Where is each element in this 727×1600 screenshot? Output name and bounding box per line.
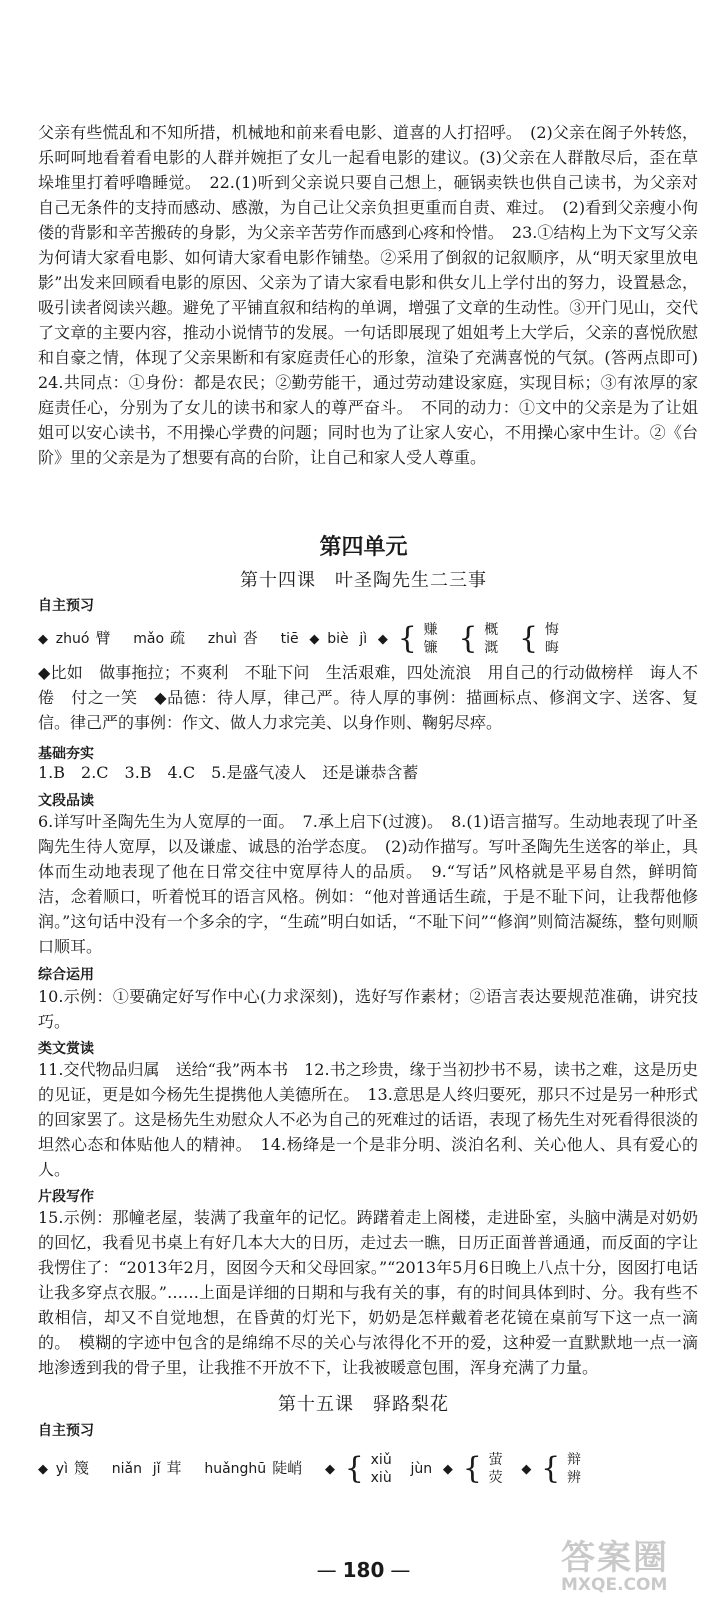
top-answers-text: 父亲有些慌乱和不知所措，机械地和前来看电影、道喜的人打招呼。 (2)父亲在阁子外转悠，乐呵呵地看着看电影的人群并婉拒了女儿一起看电影的建议。(3)父亲在人群散尽后，歪在草垛堆里打着呼噜睡觉。 22.(1)听到父亲说只要自己想上，砸锅卖铁也供自己读书，为父亲对自己无条件的支持而感动、感激，为自己让父亲负担更重而自责、难过。 (2)看到父亲瘦小佝偻的背影和辛苦搬砖的身影，为父亲辛苦劳作而感到心疼和怜惜。 23.①结构上为下文写父亲为何请大家看电影、如何请大家看电影作铺垫。②采用了倒叙的记叙顺序，从“明天家里放电影”出发来回顾看电影的原因、父亲为了请大家看电影和供女儿上学付出的努力，设置悬念，吸引读者阅读兴趣。避免了平铺直叙和结构的单调，增强了文章的生动性。③开门见山，交代了文章的主要内容，推动小说情节的发展。一句话即展现了姐姐考上大学后，父亲的喜悦欣慰和自豪之情，体现了父亲果断和有家庭责任心的形象，渲染了充满喜悦的气氛。(答两点即可) 24.共同点：①身份：都是农民；②勤劳能干，通过劳动建设家庭，实现目标；③有浓厚的家庭责任心，分别为了女儿的读书和家人的尊严奋斗。 不同的动力：①文中的父亲是为了让姐姐可以安心读书，不用操心学费的问题；同时也为了让家人安心，不用操心家中生计。②《台阶》里的父亲是为了想要有高的台阶，让自己和家人受人尊重。 <box>38 123 715 467</box>
page-number-value: 180 <box>342 1558 385 1582</box>
diamond-icon: ◆ <box>521 1462 532 1477</box>
similar-answers <box>38 1057 698 1185</box>
similar-text: 11.交代物品归属 送给“我”两本书 12.书之珍贵，缘于当初抄书不易，读书之难，这是历史的见证，更是如今杨先生提携他人美德所在。 13.意思是人终归要死，那只不过是另一种形式的回家罢了。这是杨先生劝慰众人不必为自己的死难过的话语，表现了杨先生对死看得很淡的坦然心态和体贴他人的精神。 14.杨绛是一个是非分明、淡泊名利、关心他人、具有爱心的人。 <box>38 1060 698 1179</box>
diamond-icon: ◆ <box>38 632 48 647</box>
pinyin: biè <box>327 631 349 647</box>
lesson15-preview-heading: 自主预习 <box>38 1423 94 1439</box>
watermark-url: MXQE.COM <box>561 1575 668 1595</box>
reading-heading: 文段品读 <box>38 793 94 809</box>
lesson14-preview-text <box>38 660 698 738</box>
hanzi: 篾 <box>73 1459 89 1477</box>
answer-block-top <box>38 120 715 518</box>
hanzi: 茸 <box>166 1459 182 1477</box>
pinyin: xiǔ <box>370 1452 392 1468</box>
brace-icon: { <box>458 621 478 656</box>
char-pair <box>424 621 438 657</box>
char: 荧 <box>488 1470 503 1486</box>
pinyin: zhuì <box>207 631 237 647</box>
unit-title: 第四单元 <box>319 535 408 560</box>
pinyin: zhuó <box>55 631 90 647</box>
lesson14-preview-heading: 自主预习 <box>38 598 94 614</box>
diamond-icon: ◆ <box>324 1462 335 1477</box>
char-pair <box>489 1451 503 1487</box>
char: 辩 <box>567 1452 581 1468</box>
watermark-title: 答案圈 <box>561 1538 669 1578</box>
char-pair <box>484 621 498 657</box>
char: 悔 <box>544 622 559 638</box>
page-dash: — <box>316 1558 337 1582</box>
lesson15-title: 第十五课 驿路梨花 <box>278 1394 449 1415</box>
pinyin: huǎnghū <box>204 1461 267 1477</box>
pinyin: tiē <box>280 631 299 647</box>
hanzi: 陡峭 <box>272 1459 303 1477</box>
apply-heading: 综合运用 <box>38 967 94 983</box>
pinyin-pair <box>371 1451 392 1487</box>
lesson15-pinyin-row <box>38 1446 595 1490</box>
lesson14-title: 第十四课 叶圣陶先生二三事 <box>240 570 487 591</box>
pinyin: jì <box>359 631 368 647</box>
char: 溉 <box>484 640 499 656</box>
char: 萤 <box>488 1452 503 1468</box>
watermark-logo <box>561 1530 711 1595</box>
char: 概 <box>484 622 499 638</box>
pinyin: mǎo <box>133 631 165 647</box>
char: 辨 <box>567 1470 581 1486</box>
reading-text: 6.详写叶圣陶先生为人宽厚的一面。 7.承上启下(过渡)。 8.(1)语言描写。生动地表现了叶圣陶先生待人宽厚，以及谦虚、诚恳的治学态度。 (2)动作描写。写叶圣陶先生送客的举止，具体而生动地表现了他在日常交往中宽厚待人的品质。 9.“写话”风格就是平易自然，鲜明简洁，念着顺口，听着悦耳的语言风格。例如：“他对普通话生疏，于是不耻下问，让我帮他修润。”这句话中没有一个多余的字，“生疏”明白如话，“不耻下问”“修润”则简洁凝练，整句则顺口顺耳。 <box>38 812 698 956</box>
reading-answers <box>38 809 698 961</box>
diamond-icon: ◆ <box>377 632 388 647</box>
brace-icon: { <box>519 621 539 656</box>
apply-text: 10.示例：①要确定好写作中心(力求深刻)，选好写作素材；②语言表达要规范准确，讲究技巧。 <box>38 987 698 1031</box>
brace-icon: { <box>397 621 417 656</box>
basics-text: 1.B 2.C 3.B 4.C 5.是盛气凌人 还是谦恭含蓄 <box>38 763 419 782</box>
preview-answers: ◆比如 做事拖拉；不爽利 不耻下问 生活艰难，四处流浪 用自己的行动做榜样 诲人不倦 付之一笑 ◆品德：待人厚，律己严。待人厚的事例：描画标点、修润文字、送客、复信。律己严的事例：作文、做人力求完美、以身作则、鞠躬尽瘁。 <box>38 663 698 732</box>
char-pair <box>567 1451 581 1487</box>
page-dash: — <box>390 1558 411 1582</box>
diamond-icon: ◆ <box>442 1462 453 1477</box>
char: 镰 <box>423 640 438 656</box>
char: 赚 <box>423 622 438 638</box>
apply-answers <box>38 984 698 1036</box>
brace-icon: { <box>462 1451 482 1486</box>
brace-icon: { <box>344 1451 364 1486</box>
lesson14-pinyin-row <box>38 620 573 656</box>
diamond-icon: ◆ <box>309 632 320 647</box>
pinyin: xiù <box>370 1470 392 1486</box>
brace-icon: { <box>541 1451 561 1486</box>
basics-heading: 基础夯实 <box>38 746 94 762</box>
char: 晦 <box>544 640 559 656</box>
hanzi: 臂 <box>95 629 111 647</box>
basics-answers <box>38 760 698 786</box>
writing-answers <box>38 1205 698 1383</box>
similar-heading: 类文赏读 <box>38 1041 94 1057</box>
pinyin: yì <box>55 1461 68 1477</box>
writing-text: 15.示例：那幢老屋，装满了我童年的记忆。踌躇着走上阁楼，走进卧室，头脑中满是对奶奶的回忆，我看见书桌上有好几本大大的日历，走过去一瞧，日历正面普普通通，而反面的字让我愣住了：“2013年2月，囡囡今天和父母回家。”“2013年5月6日晚上八点十分，囡囡打电话让我多穿点衣服。”……上面是详细的日期和与我有关的事，有的时间具体到时、分。我有些不敢相信，却又不自觉地想，在昏黄的灯光下，奶奶是怎样戴着老花镜在桌前写下这一点一滴的。 模糊的字迹中包含的是绵绵不尽的关心与浓得化不开的爱，这种爱一直默默地一点一滴地渗透到我的骨子里，让我推不开放不下，让我被暖意包围，浑身充满了力量。 <box>38 1208 698 1377</box>
hanzi: 疏 <box>170 629 186 647</box>
pinyin: jùn <box>410 1461 433 1477</box>
pinyin: niǎn <box>111 1461 142 1477</box>
writing-heading: 片段写作 <box>38 1189 94 1205</box>
hanzi: 沓 <box>242 629 258 647</box>
pinyin: jǐ <box>152 1461 161 1477</box>
diamond-icon: ◆ <box>38 1462 48 1477</box>
char-pair <box>545 621 559 657</box>
